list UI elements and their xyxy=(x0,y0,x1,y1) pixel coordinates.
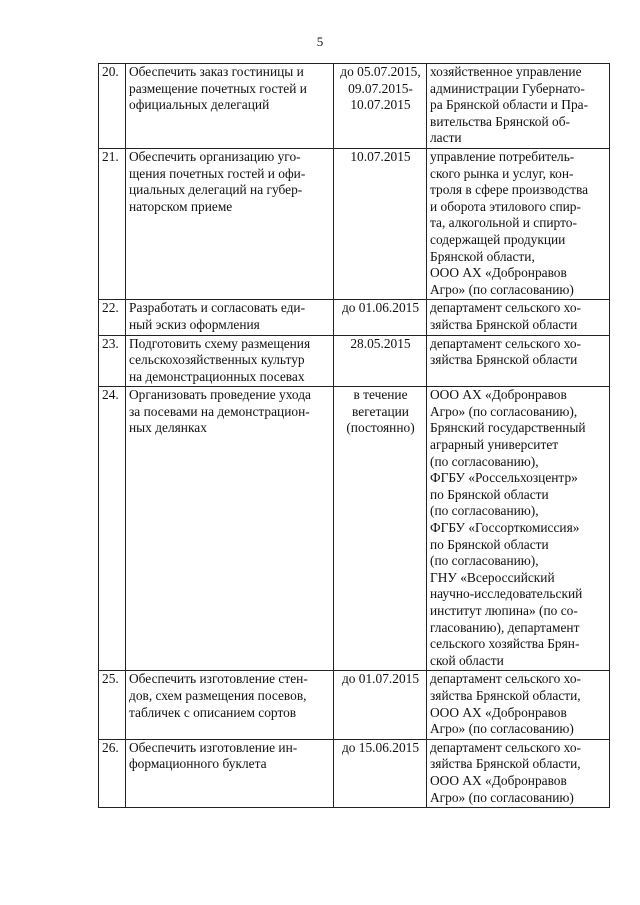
responsible-cell-line: Агро» (по согласованию), xyxy=(430,403,578,419)
table-row xyxy=(99,148,610,299)
task-cell-line: Обеспечить организацию уго- xyxy=(129,148,301,164)
row-number: 25. xyxy=(99,671,126,739)
responsible-cell-line: вительства Брянской об- xyxy=(430,113,570,129)
responsible-cell-line: и оборота этилового спир- xyxy=(430,198,581,214)
task-cell xyxy=(126,739,334,807)
responsible-cell-line: департамент сельского хо- xyxy=(430,739,581,755)
responsible-cell-line: троля в сфере производства xyxy=(430,182,589,198)
responsible-cell-line: ООО АХ «Добронравов xyxy=(430,265,567,281)
row-number: 23. xyxy=(99,335,126,387)
table-row xyxy=(99,387,610,671)
responsible-cell-line: ФГБУ «Россельхозцентр» xyxy=(430,470,578,486)
responsible-cell-line: сельского хозяйства Брян- xyxy=(430,636,580,652)
table-row xyxy=(99,335,610,387)
deadline-cell xyxy=(334,335,427,387)
responsible-cell-line: институт люпина» (по со- xyxy=(430,603,578,618)
responsible-cell-line: содержащей продукции xyxy=(430,231,566,247)
task-cell-line: циальных делегаций на губер- xyxy=(129,182,303,198)
task-cell-line: размещение почетных гостей и xyxy=(129,80,307,96)
responsible-cell-line: гласованию), департамент xyxy=(430,619,580,635)
deadline-cell xyxy=(334,671,427,739)
responsible-cell-line: управление потребитель- xyxy=(430,148,575,164)
task-cell-line: Организовать проведение ухода xyxy=(129,387,311,403)
responsible-cell-line: администрации Губернато- xyxy=(430,80,585,96)
responsible-cell-line: зяйства Брянской области, xyxy=(430,687,581,703)
responsible-cell-line: по Брянской области xyxy=(430,486,549,502)
task-cell xyxy=(126,335,334,387)
row-number: 22. xyxy=(99,300,126,335)
responsible-cell xyxy=(427,335,610,387)
task-cell-line: формационного буклета xyxy=(129,756,267,772)
responsible-cell-line: департамент сельского хо- xyxy=(430,671,581,687)
task-cell-line: за посевами на демонстрацион- xyxy=(129,403,310,419)
responsible-cell xyxy=(427,671,610,739)
responsible-cell-line: ООО АХ «Добронравов xyxy=(430,704,567,720)
responsible-cell-line: ра Брянской области и Пра- xyxy=(430,97,589,113)
task-cell-line: Разработать и согласовать еди- xyxy=(129,300,306,316)
row-number: 20. xyxy=(99,64,126,149)
deadline-cell-line: до 15.06.2015 xyxy=(341,739,420,755)
responsible-cell-line: зяйства Брянской области, xyxy=(430,756,581,772)
responsible-cell-line: Агро» (по согласованию) xyxy=(430,281,574,297)
deadline-cell xyxy=(334,64,427,149)
responsible-cell-line: Брянский государственный xyxy=(430,420,586,436)
responsible-cell-line: ского рынка и услуг, кон- xyxy=(430,165,574,181)
responsible-cell xyxy=(427,300,610,335)
deadline-cell-line: 09.07.2015- xyxy=(348,80,413,96)
task-cell xyxy=(126,387,334,671)
deadline-cell xyxy=(334,148,427,299)
deadline-cell-line: до 01.07.2015 xyxy=(341,671,420,687)
task-cell-line: табличек с описанием сортов xyxy=(129,704,297,720)
task-cell-line: на демонстрационных посевах xyxy=(129,368,305,384)
table-row xyxy=(99,64,610,149)
task-cell xyxy=(126,671,334,739)
responsible-cell-line: хозяйственное управление xyxy=(430,64,582,79)
task-cell-line: сельскохозяйственных культур xyxy=(129,352,305,368)
task-cell-line: щения почетных гостей и офи- xyxy=(129,165,306,181)
responsible-cell xyxy=(427,739,610,807)
responsible-cell-line: Брянской области, xyxy=(430,248,535,264)
deadline-cell-line: 10.07.2015 xyxy=(350,97,411,113)
table-row xyxy=(99,671,610,739)
responsible-cell-line: (по согласованию), xyxy=(430,503,539,519)
task-cell-line: дов, схем размещения посевов, xyxy=(129,687,307,703)
row-number: 24. xyxy=(99,387,126,671)
responsible-cell-line: департамент сельского хо- xyxy=(430,300,581,316)
responsible-cell-line: (по согласованию), xyxy=(430,553,539,569)
row-number: 21. xyxy=(99,148,126,299)
deadline-cell-line: до 01.06.2015 xyxy=(341,300,420,316)
responsible-cell-line: зяйства Брянской области xyxy=(430,316,578,332)
deadline-cell xyxy=(334,739,427,807)
task-cell-line: Обеспечить изготовление ин- xyxy=(129,739,298,755)
responsible-cell-line: департамент сельского хо- xyxy=(430,335,581,351)
responsible-cell-line: ласти xyxy=(430,130,462,146)
responsible-cell xyxy=(427,387,610,671)
responsible-cell-line: ской области xyxy=(430,652,504,668)
deadline-cell-line: (постоянно) xyxy=(346,420,415,436)
responsible-cell-line: (по согласованию), xyxy=(430,453,539,469)
responsible-cell-line: Агро» (по согласованию) xyxy=(430,721,574,737)
responsible-cell-line: зяйства Брянской области xyxy=(430,352,578,368)
responsible-cell xyxy=(427,64,610,149)
responsible-cell-line: Агро» (по согласованию) xyxy=(430,789,574,805)
events-plan-table xyxy=(98,63,610,808)
task-cell xyxy=(126,300,334,335)
page-number: 5 xyxy=(316,34,324,49)
responsible-cell-line: та, алкогольной и спирто- xyxy=(430,215,577,231)
responsible-cell-line: ГНУ «Всероссийский xyxy=(430,569,555,585)
deadline-cell-line: в течение xyxy=(353,387,408,403)
responsible-cell-line: по Брянской области xyxy=(430,536,549,552)
responsible-cell-line: ООО АХ «Добронравов xyxy=(430,772,567,788)
task-cell-line: Обеспечить изготовление стен- xyxy=(129,671,308,687)
deadline-cell-line: до 05.07.2015, xyxy=(340,64,421,79)
deadline-cell xyxy=(334,300,427,335)
responsible-cell-line: ООО АХ «Добронравов xyxy=(430,387,567,403)
row-number: 26. xyxy=(99,739,126,807)
task-cell xyxy=(126,64,334,149)
table-row xyxy=(99,300,610,335)
responsible-cell-line: аграрный университет xyxy=(430,437,559,453)
responsible-cell-line: ФГБУ «Госсорткомиссия» xyxy=(430,520,580,536)
responsible-cell-line: научно-исследовательский xyxy=(430,586,583,602)
deadline-cell-line: вегетации xyxy=(352,403,409,419)
task-cell-line: официальных делегаций xyxy=(129,97,270,113)
task-cell xyxy=(126,148,334,299)
task-cell-line: ных делянках xyxy=(129,420,207,436)
task-cell-line: Подготовить схему размещения xyxy=(129,335,311,351)
task-cell-line: Обеспечить заказ гостиницы и xyxy=(129,64,304,79)
task-cell-line: наторском приеме xyxy=(129,198,233,214)
task-cell-line: ный эскиз оформления xyxy=(129,316,260,332)
plan-table-body xyxy=(99,64,610,808)
deadline-cell-line: 10.07.2015 xyxy=(350,148,411,164)
responsible-cell xyxy=(427,148,610,299)
table-row xyxy=(99,739,610,807)
deadline-cell-line: 28.05.2015 xyxy=(350,335,411,351)
deadline-cell xyxy=(334,387,427,671)
